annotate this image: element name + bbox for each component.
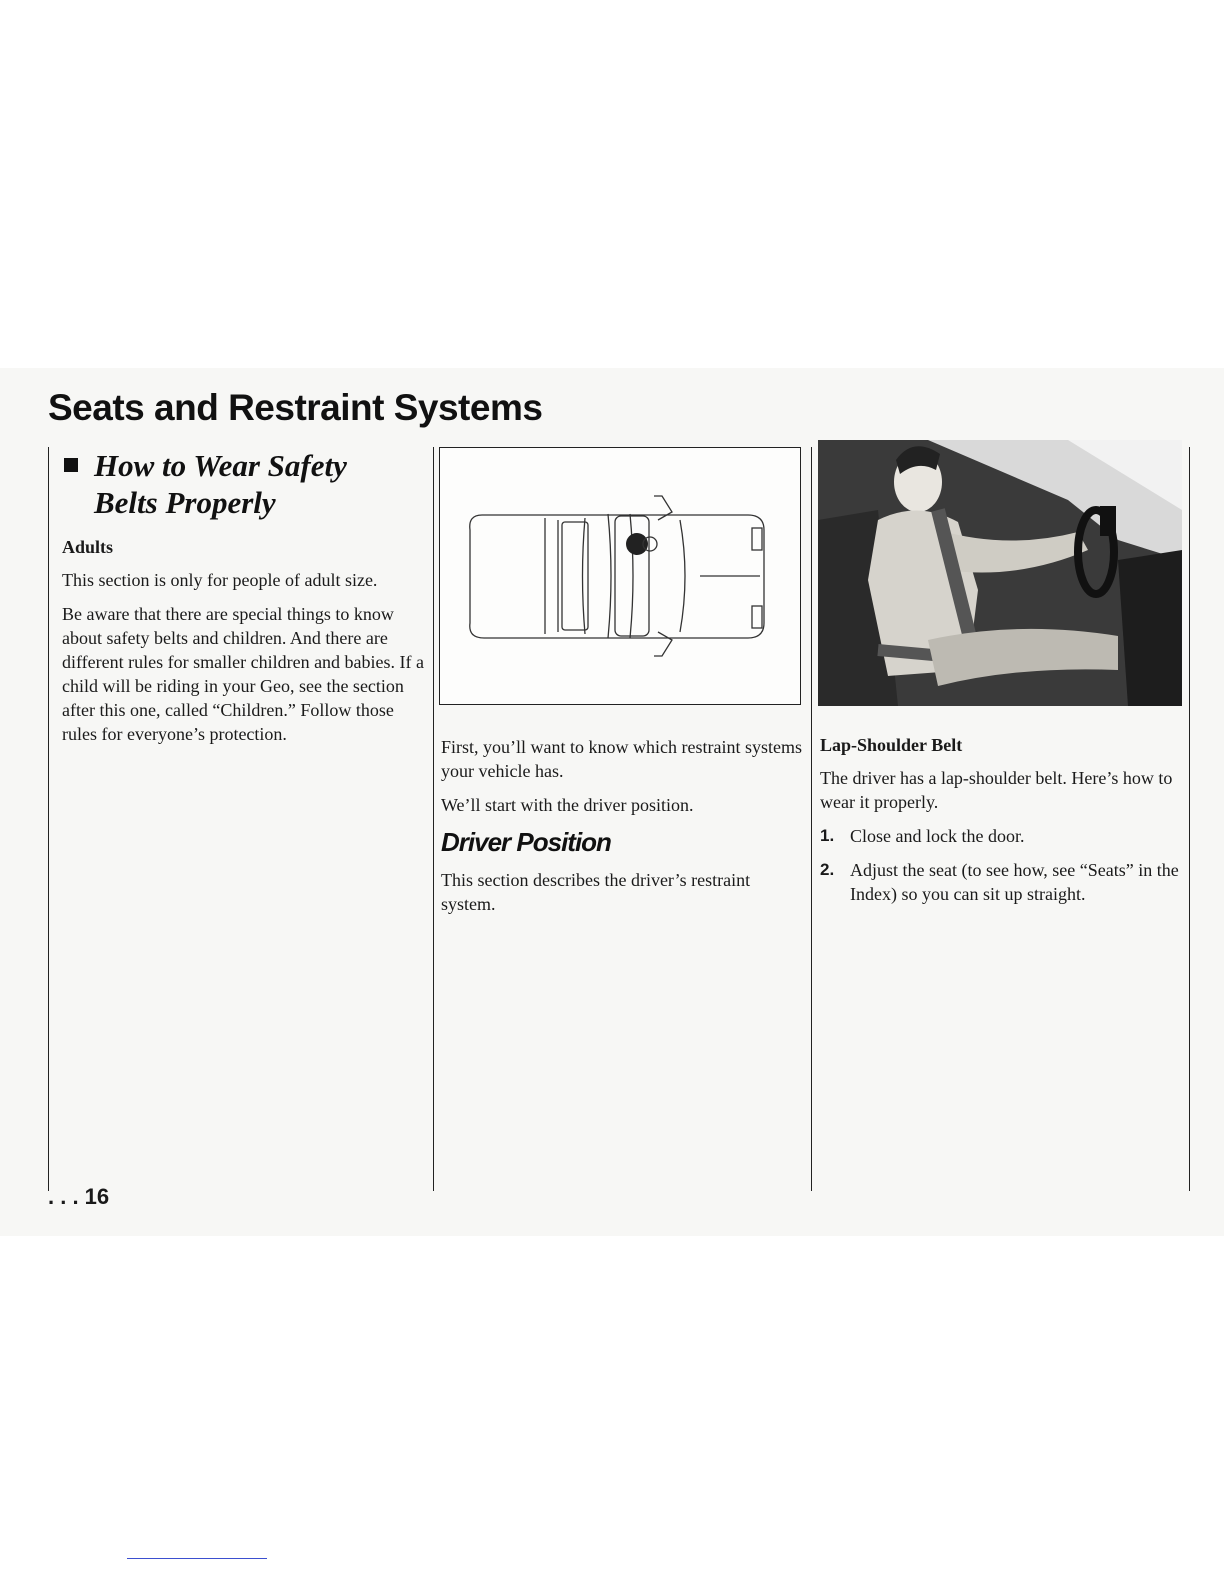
- paragraph: First, you’ll want to know which restraint systems your vehicle has.: [441, 737, 802, 781]
- driver-photo: [818, 440, 1182, 706]
- driver-position-heading: Driver Position: [441, 827, 611, 857]
- section-heading-line1: How to Wear Safety: [94, 448, 347, 483]
- paragraph: Be aware that there are special things to know about safety belts and children. And there are different rules for smaller children and babies. If a child will be riding in your Geo, see the section after this one, called “Children.” Follow those rules for everyone’s protection.: [62, 604, 425, 744]
- step-number: 2.: [820, 860, 835, 879]
- lap-shoulder-belt-subheading: Lap-Shoulder Belt: [820, 735, 963, 755]
- list-item: [820, 824, 1182, 848]
- column-rule-far-right: [1189, 447, 1190, 1191]
- section-heading: [64, 447, 347, 521]
- page-title: Seats and Restraint Systems: [48, 387, 543, 428]
- paragraph: The driver has a lap-shoulder belt. Here’s how to wear it properly.: [820, 768, 1173, 812]
- driver-wearing-belt-image: [818, 440, 1182, 706]
- paragraph: This section describes the driver’s restraint system.: [441, 870, 751, 914]
- link-underline: [127, 1558, 267, 1559]
- column-rule-left: [48, 447, 49, 1191]
- right-column: [820, 735, 1182, 916]
- section-heading-line2: Belts Properly: [94, 485, 276, 520]
- car-top-view-icon: [440, 448, 799, 703]
- column-rule-right: [811, 447, 812, 1191]
- middle-column: [441, 735, 803, 926]
- column-rule-middle: [433, 447, 434, 1191]
- step-text: Close and lock the door.: [850, 826, 1025, 846]
- vehicle-diagram: [439, 447, 801, 705]
- square-bullet-icon: [64, 458, 78, 472]
- step-number: 1.: [820, 826, 835, 845]
- paragraph: This section is only for people of adult size.: [62, 570, 378, 590]
- page-number: . . . 16: [48, 1184, 110, 1209]
- left-column: [62, 537, 426, 756]
- list-item: [820, 858, 1182, 906]
- adults-subheading: Adults: [62, 537, 114, 557]
- step-text: Adjust the seat (to see how, see “Seats” in the Index) so you can sit up straight.: [850, 860, 1179, 904]
- paragraph: We’ll start with the driver position.: [441, 795, 694, 815]
